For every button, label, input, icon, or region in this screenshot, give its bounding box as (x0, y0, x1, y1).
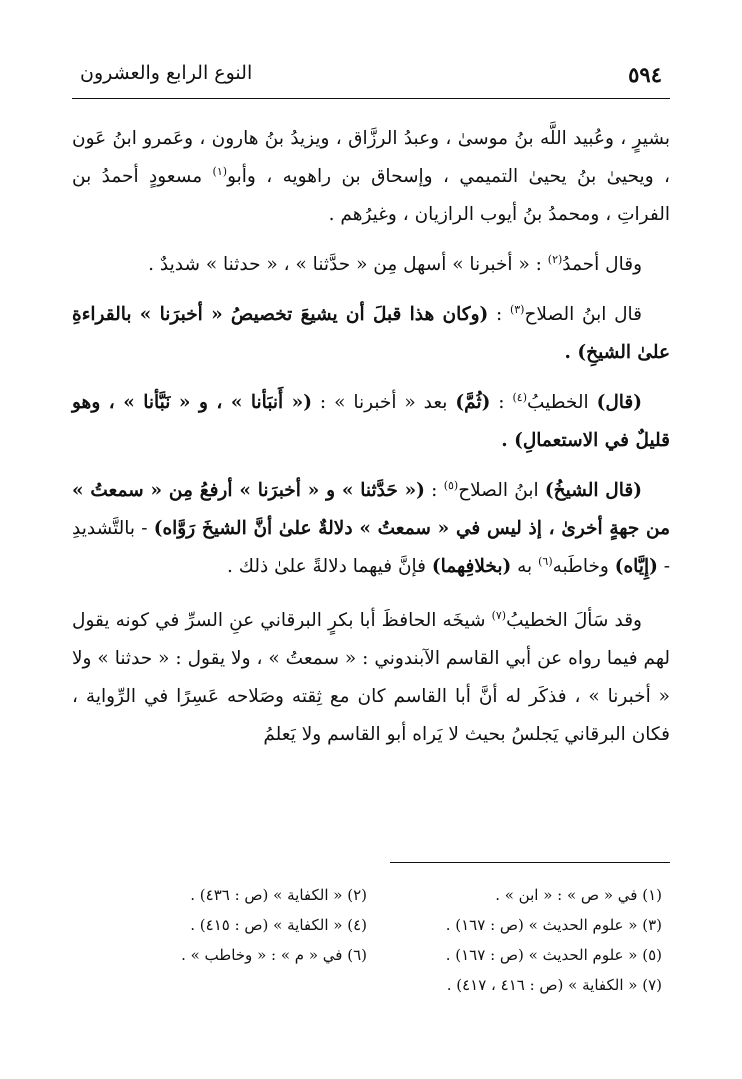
footnote-5: (٥) « علوم الحديث » (ص : ١٦٧) . (445, 946, 662, 964)
footnote-ref-5[interactable]: (٥) (443, 478, 459, 492)
page-number: ٥٩٤ (628, 62, 662, 87)
footnote-row (72, 970, 662, 1000)
quoted-text: (وكان هذا قبلَ أن يشيعَ تخصيصُ « أخبرَنا » بالقراءةِ علىٰ الشيخِ) . (72, 304, 670, 363)
running-header (72, 58, 670, 99)
paragraph-2: وقال أحمدُ$^{(٢)}$ : « أخبرنا » أسهل مِن « حدَّثنا » ، « حدثنا » شديدٌ . (148, 252, 642, 275)
paragraph-1: بشيرٍ ، وعُبيد اللَّه بنُ موسىٰ ، وعبدُ الرزَّاق ، ويزيدُ بنُ هارون ، وعَمرو ابنُ عَون ، ويحيىٰ بنُ يحيىٰ التميمي ، وإسحاق بن راهويه ، وأبو$^{(١)}$ مسعودٍ أحمدُ بن الفراتِ ، ومحمدُ بنُ أيوب الرازيان ، وغيرُهم . (72, 128, 671, 225)
paragraph-3: قال ابنُ الصلاح$^{(٣)}$ : (وكان هذا قبلَ أن يشيعَ تخصيصُ « أخبرَنا » بالقراءةِ علىٰ الشيخِ) . (72, 302, 670, 363)
footnote-row (72, 940, 662, 970)
footnote-ref-4[interactable]: (٤) (512, 390, 527, 404)
footnote-ref-1[interactable]: (١) (212, 164, 228, 178)
paragraph-4: (قال) الخطيبُ$^{(٤)}$ : (ثُمَّ) بعد « أخبرنا » : (« أَنبَأنا » ، و « نَبَّأنا » ، وهو قليلٌ في الاستعمالِ) . (72, 390, 670, 451)
footnote-ref-2[interactable]: (٢) (547, 252, 563, 266)
footnote-divider (390, 862, 670, 863)
footnote-row (72, 880, 662, 910)
main-text (72, 120, 670, 766)
paragraph-5: (قال الشيخُ) ابنُ الصلاح$^{(٥)}$ : (« حَدَّثنا » و « أخبرَنا » أرفعُ مِن « سمعتُ » من جهةٍ أخرىٰ ، إذ ليس في « سمعتُ » دلالةٌ علىٰ أنَّ الشيخَ رَوَّاه) - بالتَّشديدِ - (إِيَّاه) وخاطَبه$^{(٦)}$ به (بخلافِهما) فإنَّ فيهما دلالةً علىٰ ذلك . (72, 478, 670, 577)
footnote-7: (٧) « الكفاية » (ص : ٤١٦ ، ٤١٧) . (446, 976, 662, 994)
footnote-4: (٤) « الكفاية » (ص : ٤١٥) . (190, 916, 367, 934)
footnote-ref-3[interactable]: (٣) (509, 302, 525, 316)
footnote-2: (٢) « الكفاية » (ص : ٤٣٦) . (190, 886, 367, 904)
footnote-ref-6[interactable]: (٦) (538, 554, 553, 568)
footnote-3: (٣) « علوم الحديث » (ص : ١٦٧) . (445, 916, 662, 934)
footnote-6: (٦) في « م » : « وخاطب » . (181, 946, 367, 964)
paragraph-6: وقد سَألَ الخطيبُ$^{(٧)}$ شيخَه الحافظَ أبا بكرٍ البرقاني عنِ السرِّ في كونه يقول لهم فيما رواه عن أبي القاسم الآبندوني : « سمعتُ » ، ولا يقول : « حدثنا » ولا « أخبرنا » ، فذكَر له أنَّ أبا القاسم كان مع ثِقته وصَلاحه عَسِرًا في الرِّواية ، فكان البرقاني يَجلسُ بحيث لا يَراه أبو القاسم ولا يَعلمُ (72, 608, 670, 745)
footnote-row (72, 910, 662, 940)
footnotes (72, 880, 662, 1000)
footnote-ref-7[interactable]: (٧) (491, 608, 507, 622)
chapter-title: النوع الرابع والعشرون (80, 62, 253, 84)
footnote-1: (١) في « ص » : « ابن » . (495, 886, 662, 904)
